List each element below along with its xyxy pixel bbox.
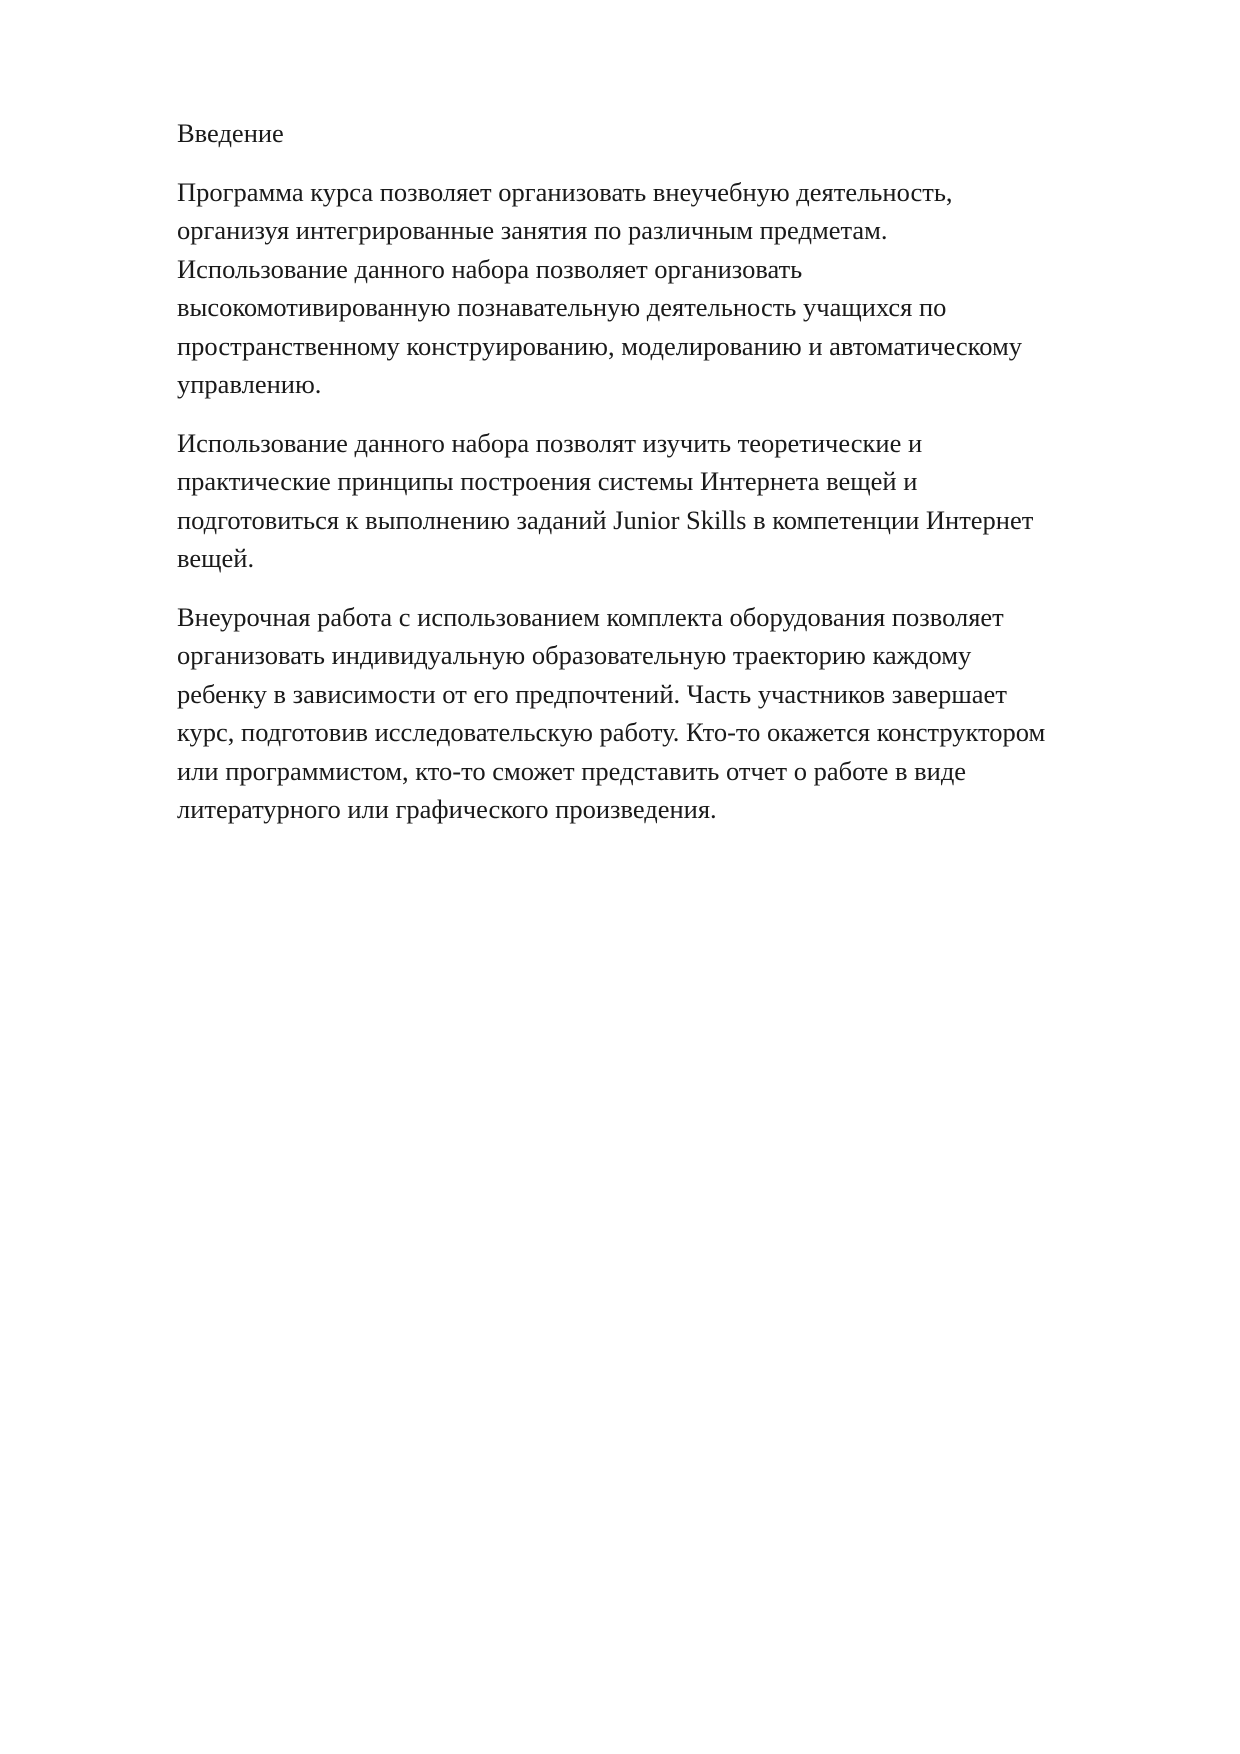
paragraph-line: практические принципы построения системы Интернета вещей и (177, 466, 918, 496)
paragraph-line: Программа курса позволяет организовать внеучебную деятельность, (177, 176, 953, 207)
paragraph-line: ребенку в зависимости от его предпочтений. Часть участников завершает (177, 678, 1007, 709)
paragraph-line: Внеурочная работа с использованием комплекта оборудования позволяет (177, 601, 1004, 632)
paragraph-1 (177, 173, 1167, 404)
paragraph-line: Использование данного набора позволяет организовать (177, 253, 803, 284)
paragraph-line: подготовиться к выполнению заданий Junior Skills в компетенции Интернет (177, 504, 1034, 535)
paragraph-line: организуя интегрированные занятия по различным предметам. (177, 215, 888, 245)
paragraph-line: или программистом, кто-то сможет представить отчет о работе в виде (177, 755, 967, 786)
paragraph-line: курс, подготовив исследовательскую работу. Кто-то окажется конструктором (177, 717, 1046, 747)
paragraph-3 (177, 598, 1167, 829)
paragraph-line: управлению. (177, 369, 322, 399)
paragraph-line: вещей. (177, 543, 255, 573)
document-body (177, 114, 1167, 849)
paragraph-line: литературного или графического произведения. (177, 794, 717, 824)
paragraph-line: пространственному конструированию, моделированию и автоматическому (177, 330, 1022, 361)
paragraph-line: Использование данного набора позволят изучить теоретические и (177, 427, 923, 458)
document-heading: Введение (177, 118, 284, 148)
paragraph-2 (177, 424, 1167, 578)
paragraph-line: организовать индивидуальную образовательную траекторию каждому (177, 640, 972, 670)
paragraph-line: высокомотивированную познавательную деятельность учащихся по (177, 292, 947, 322)
